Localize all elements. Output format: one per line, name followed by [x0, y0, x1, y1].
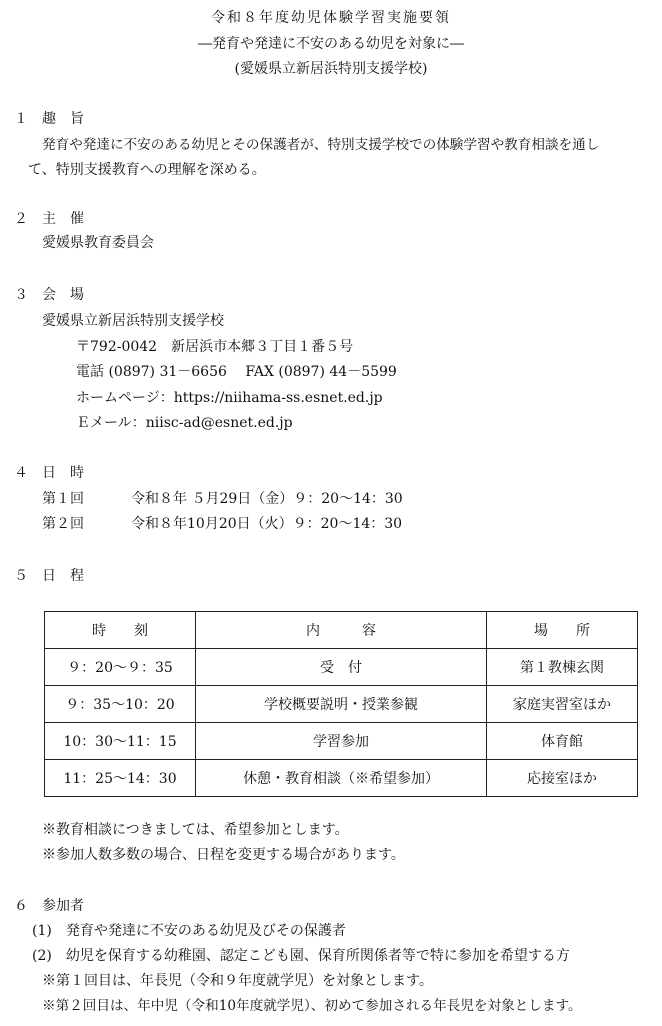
section-schedule-heading: ５ 日 程: [14, 568, 84, 584]
table-row: [45, 686, 638, 723]
schedule-cell-content: 学校概要説明・授業参観: [196, 686, 487, 723]
schedule-note-1: ※教育相談につきましては、希望参加とします。: [42, 822, 349, 838]
schedule-cell-place: 体育館: [487, 723, 638, 760]
participants-item-2: (2) 幼児を保育する幼稚園、認定こども園、保育所関係者等で特に参加を希望する方: [32, 948, 570, 964]
purpose-text-line1: 発育や発達に不安のある幼児とその保護者が、特別支援学校での体験学習や教育相談を通し: [42, 137, 600, 153]
table-row: [45, 649, 638, 686]
schedule-col-place: 場 所: [487, 612, 638, 649]
venue-phone-fax: 電話 (0897) 31－6656 FAX (0897) 44－5599: [76, 364, 397, 380]
section-participants-heading: ６ 参加者: [14, 898, 84, 914]
schedule-cell-place: 第１教棟玄関: [487, 649, 638, 686]
schedule-col-time: 時 刻: [45, 612, 196, 649]
schedule-cell-time: ９：35～10：20: [45, 686, 196, 723]
participants-item-1: (1) 発育や発達に不安のある幼児及びその保護者: [32, 923, 346, 939]
document-subtitle: ―発育や発達に不安のある幼児を対象に―: [198, 36, 464, 52]
table-row: [45, 760, 638, 797]
schedule-cell-content: 休憩・教育相談（※希望参加）: [196, 760, 487, 797]
schedule-cell-place: 応接室ほか: [487, 760, 638, 797]
schedule-cell-time: 11：25～14：30: [45, 760, 196, 797]
schedule-note-2: ※参加人数多数の場合、日程を変更する場合があります。: [42, 847, 405, 863]
venue-homepage: ホームページ：https://niihama-ss.esnet.ed.jp: [76, 390, 383, 406]
schedule-cell-place: 家庭実習室ほか: [487, 686, 638, 723]
date-row-2-label: 第２回: [42, 516, 84, 532]
date-row-1-value: 令和８年 ５月29日（金）９：20～14：30: [131, 491, 403, 507]
date-row-1-label: 第１回: [42, 491, 84, 507]
section-organizer-heading: ２ 主 催: [14, 211, 84, 227]
document-title: 令和８年度幼児体験学習実施要領: [211, 10, 451, 26]
section-venue-heading: ３ 会 場: [14, 287, 84, 303]
purpose-text-line2: て、特別支援教育への理解を深める。: [28, 162, 266, 178]
schedule-cell-time: ９：20～９：35: [45, 649, 196, 686]
schedule-table: [44, 611, 638, 797]
section-purpose-heading: １ 趣 旨: [14, 111, 84, 127]
schedule-cell-content: 学習参加: [196, 723, 487, 760]
schedule-col-content: 内 容: [196, 612, 487, 649]
venue-name: 愛媛県立新居浜特別支援学校: [42, 313, 224, 329]
schedule-cell-content: 受 付: [196, 649, 487, 686]
participants-note-2: ※第２回目は、年中児（令和10年度就学児）、初めて参加される年長児を対象とします。: [42, 998, 582, 1014]
date-row-2-value: 令和８年10月20日（火）９：20～14：30: [131, 516, 403, 532]
document-school: (愛媛県立新居浜特別支援学校): [234, 61, 428, 77]
participants-note-1: ※第１回目は、年長児（令和９年度就学児）を対象とします。: [42, 973, 433, 989]
table-row: [45, 723, 638, 760]
schedule-cell-time: 10：30～11：15: [45, 723, 196, 760]
organizer-text: 愛媛県教育委員会: [42, 235, 154, 251]
schedule-header-row: [45, 612, 638, 649]
venue-email: Ｅメール：niisc-ad@esnet.ed.jp: [76, 415, 293, 431]
section-dates-heading: ４ 日 時: [14, 465, 84, 481]
venue-address: 〒792-0042 新居浜市本郷３丁目１番５号: [76, 339, 354, 355]
